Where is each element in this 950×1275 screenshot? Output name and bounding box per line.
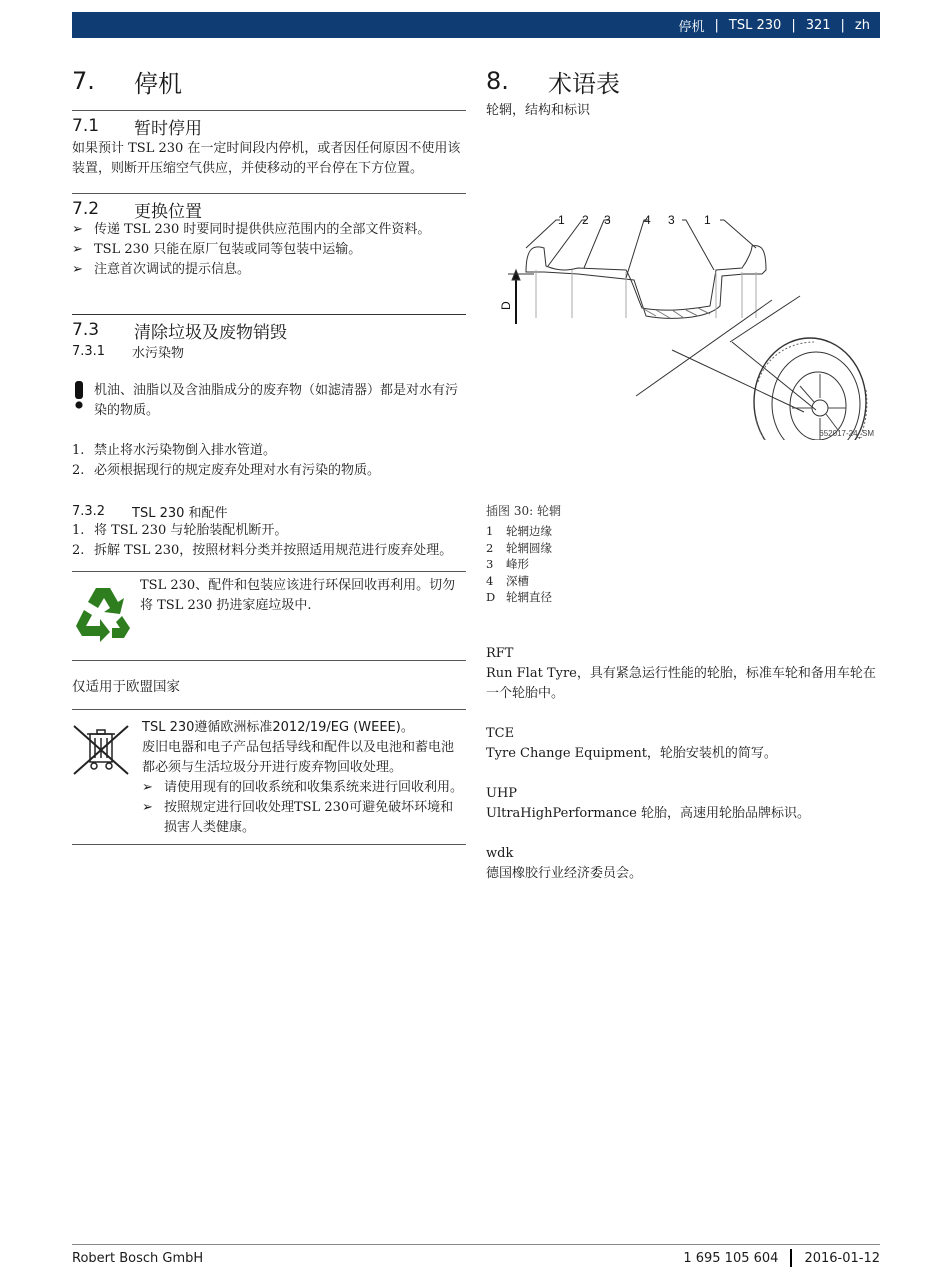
section-7-1-heading	[72, 115, 466, 137]
legend-key: 2	[486, 540, 494, 555]
right-column	[486, 60, 880, 884]
chapter-title: 停机	[134, 69, 182, 98]
rim-figure	[486, 120, 880, 440]
figure-callout: 1	[704, 213, 711, 227]
arrowhead-bullet-icon: ➢	[72, 242, 83, 257]
chapter-number: 8.	[486, 67, 509, 95]
list-item	[72, 240, 466, 260]
chapter-number: 7.	[72, 67, 95, 95]
glossary-entry	[486, 724, 880, 764]
term-description: Tyre Change Equipment，轮胎安装机的简写。	[486, 745, 777, 761]
section-7-2-heading	[72, 198, 466, 220]
list-item	[72, 461, 466, 481]
footer-company: Robert Bosch GmbH	[72, 1251, 204, 1266]
divider	[72, 844, 466, 845]
list-item	[72, 220, 466, 240]
warning-note	[72, 381, 466, 421]
list-item	[72, 541, 466, 561]
figure-diameter-label: D	[499, 301, 513, 310]
list-item-text: 请使用现有的回收系统和收集系统来进行回收利用。	[164, 780, 464, 795]
footer-divider	[72, 1244, 880, 1245]
figure-caption: 插图 30: 轮辋	[486, 504, 561, 518]
section-number: 7.1	[72, 116, 100, 136]
glossary-subtitle: 轮辋，结构和标识	[486, 103, 591, 118]
term-name: RFT	[486, 645, 514, 661]
figure-code: 652017-24_SM	[819, 429, 874, 438]
figure-callout: 4	[644, 213, 651, 227]
divider	[72, 193, 466, 194]
recycle-text: TSL 230、配件和包装应该进行环保回收再利用。切勿将 TSL 230 扔进家庭垃圾中.	[140, 578, 456, 613]
section-title: 更换位置	[134, 201, 202, 222]
header-section: 停机	[678, 19, 705, 35]
weee-note	[72, 710, 466, 844]
legend-value: 轮辋圆缘	[506, 540, 552, 555]
weee-text: 废旧电器和电子产品包括导线和配件以及电池和蓄电池都必须与生活垃圾分开进行废弃物回收处理。	[142, 740, 455, 775]
list-item-text: 传递 TSL 230 时要同时提供供应范围内的全部文件资料。	[94, 222, 431, 237]
list-item-text: 注意首次调试的提示信息。	[94, 262, 251, 277]
legend-item	[486, 573, 880, 590]
list-item-text: TSL 230 只能在原厂包装或同等包装中运输。	[94, 242, 362, 257]
legend-value: 深槽	[506, 573, 529, 588]
section-7-3-1-heading	[72, 341, 466, 361]
section-title: 暂时停用	[134, 118, 202, 139]
glossary-entry	[486, 844, 880, 884]
section-7-3-2-heading	[72, 501, 466, 521]
list-item-text: 必须根据现行的规定废弃处理对水有污染的物质。	[94, 463, 381, 478]
header-separator: |	[714, 17, 719, 33]
glossary-entry	[486, 644, 880, 704]
page-header	[72, 12, 880, 38]
section-number: 7.3.2	[72, 503, 106, 519]
arrowhead-bullet-icon: ➢	[142, 780, 153, 795]
chapter-title: 术语表	[548, 69, 620, 98]
list-number: 2.	[72, 543, 85, 558]
section-7-3-heading	[72, 319, 466, 341]
left-column	[72, 60, 466, 845]
divider	[72, 110, 466, 111]
header-page-number: 321	[805, 17, 831, 33]
list-item-text: 拆解 TSL 230，按照材料分类并按照适用规范进行废弃处理。	[94, 543, 453, 558]
recycle-icon	[72, 572, 140, 660]
arrowhead-bullet-icon: ➢	[72, 262, 83, 277]
arrowhead-bullet-icon: ➢	[72, 222, 83, 237]
eu-only-heading: 仅适用于欧盟国家	[72, 679, 180, 695]
legend-key: D	[486, 590, 496, 604]
glossary-list	[486, 644, 880, 884]
list-item	[142, 798, 464, 838]
legend-item	[486, 556, 880, 573]
crossed-bin-icon	[72, 718, 142, 838]
list-item	[72, 521, 466, 541]
list-item	[72, 260, 466, 280]
glossary-entry	[486, 784, 880, 824]
section-number: 7.2	[72, 199, 100, 219]
arrowhead-bullet-icon: ➢	[142, 800, 153, 815]
list-number: 1.	[72, 523, 85, 538]
footer-meta	[683, 1249, 880, 1267]
section-7-1-text: 如果预计 TSL 230 在一定时间段内停机，或者因任何原因不使用该装置，则断开压缩空气供应，并使移动的平台停在下方位置。	[72, 141, 461, 176]
section-title: 水污染物	[132, 345, 185, 361]
section-title: 清除垃圾及废物销毁	[134, 322, 287, 343]
section-number: 7.3.1	[72, 343, 106, 359]
list-number: 1.	[72, 443, 85, 458]
recycle-note	[72, 572, 466, 660]
chapter-7-heading	[72, 60, 466, 102]
figure-callout: 3	[604, 213, 611, 227]
header-separator: |	[840, 17, 845, 33]
divider	[72, 314, 466, 315]
rim-cross-section-drawing	[486, 120, 880, 440]
footer-date: 2016-01-12	[804, 1250, 880, 1266]
figure-callout: 2	[582, 213, 589, 227]
header-product: TSL 230	[728, 17, 782, 33]
list-item-text: 禁止将水污染物倒入排水管道。	[94, 443, 277, 458]
header-language: zh	[854, 17, 870, 33]
legend-key: 4	[486, 573, 494, 588]
legend-item	[486, 589, 880, 606]
footer-separator	[790, 1249, 792, 1267]
list-item-text: 按照规定进行回收处理TSL 230可避免破坏环境和损害人类健康。	[164, 800, 454, 835]
list-item-text: 将 TSL 230 与轮胎装配机断开。	[94, 523, 288, 538]
section-number: 7.3	[72, 320, 100, 340]
term-description: UltraHighPerformance 轮胎，高速用轮胎品牌标识。	[486, 805, 810, 821]
legend-value: 峰形	[506, 557, 529, 571]
figure-callout: 1	[558, 213, 565, 227]
chapter-8-heading	[486, 60, 880, 102]
exclamation-icon	[72, 381, 94, 421]
figure-callout: 3	[668, 213, 675, 227]
term-description: Run Flat Tyre，具有紧急运行性能的轮胎，标准车轮和备用车轮在一个轮胎中。	[486, 665, 876, 701]
legend-value: 轮辋边缘	[506, 524, 552, 538]
figure-legend	[486, 523, 880, 606]
term-name: UHP	[486, 785, 518, 801]
term-name: TCE	[486, 725, 515, 741]
legend-key: 1	[486, 524, 494, 538]
legend-item	[486, 523, 880, 540]
list-item	[142, 778, 464, 798]
term-description: 德国橡胶行业经济委员会。	[486, 865, 643, 881]
section-title: TSL 230 和配件	[132, 505, 228, 521]
term-name: wdk	[486, 845, 514, 861]
footer-doc-number: 1 695 105 604	[683, 1250, 779, 1266]
header-separator: |	[791, 17, 796, 33]
weee-title: TSL 230遵循欧洲标准2012/19/EG (WEEE)。	[142, 720, 414, 735]
list-item	[72, 441, 466, 461]
legend-value: 轮辋直径	[506, 590, 552, 604]
legend-key: 3	[486, 557, 494, 571]
list-number: 2.	[72, 463, 85, 478]
legend-item	[486, 540, 880, 557]
warning-text: 机油、油脂以及含油脂成分的废弃物（如滤清器）都是对水有污染的物质。	[94, 383, 459, 418]
